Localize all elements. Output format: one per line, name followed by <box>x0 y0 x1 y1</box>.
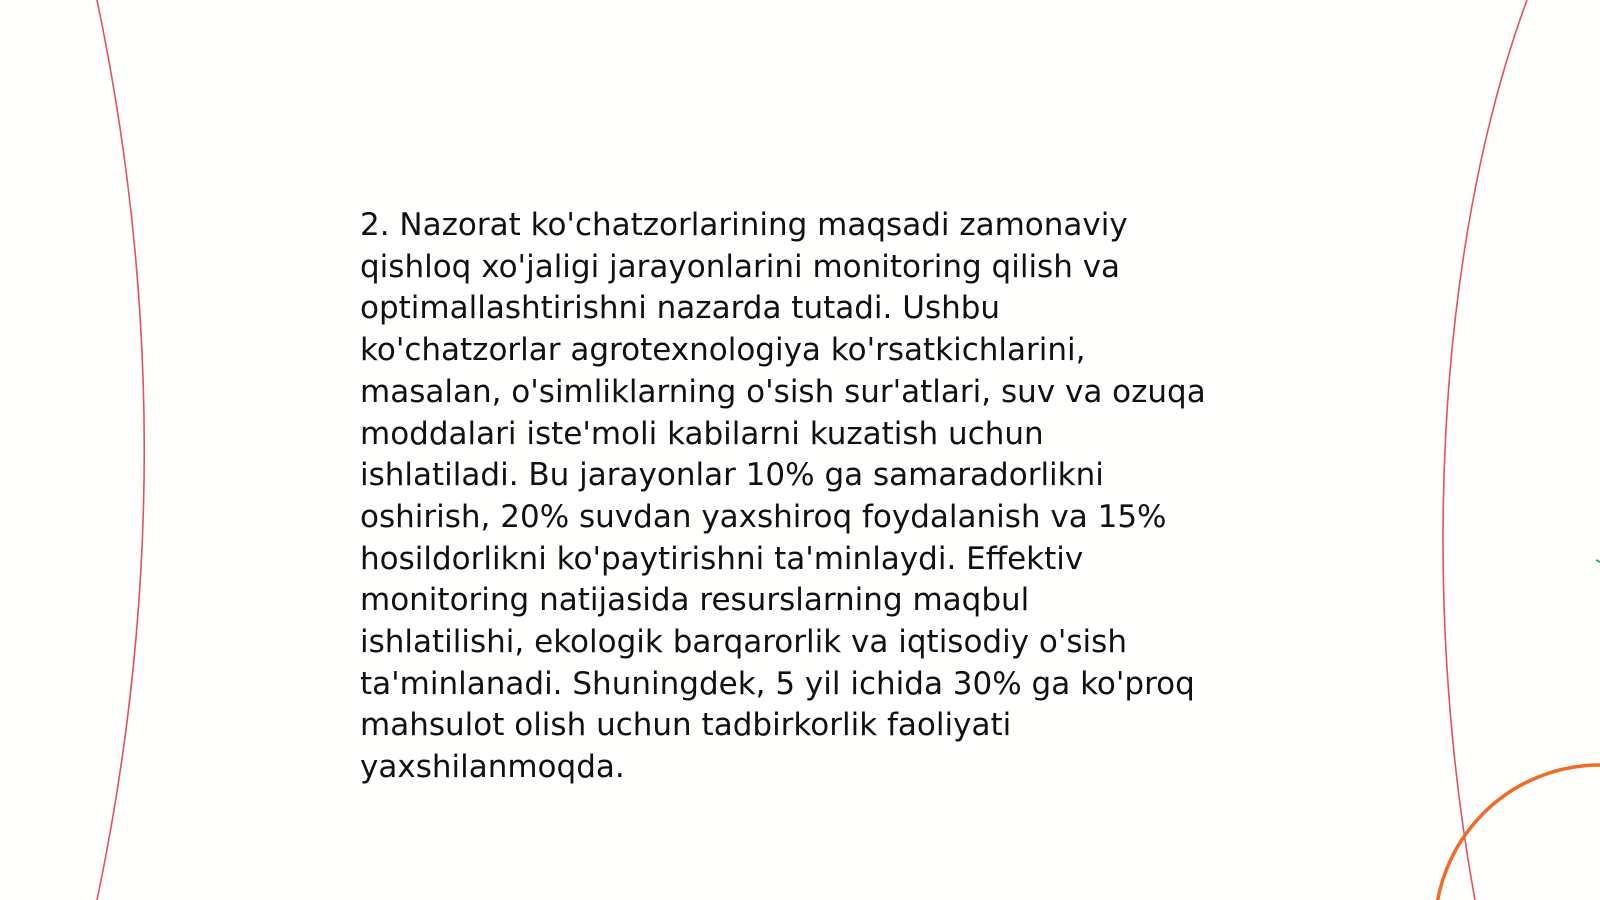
orange-circle-arc <box>1435 765 1600 900</box>
left-curve-line <box>97 0 144 900</box>
small-green-mark <box>1596 560 1600 562</box>
right-curve-line <box>1443 0 1527 900</box>
body-paragraph: 2. Nazorat ko'chatzorlarining maqsadi zamonaviy qishloq xo'jaligi jarayonlarini monitoring qilish va optimallashtirishni nazarda tutadi. Ushbu ko'chatzorlar agrotexnologiya ko'rsatkichlarini, masalan, o'simliklarning o'sish sur'atlari, suv va ozuqa moddalari iste'moli kabilarni kuzatish uchun ishlatiladi. Bu jarayonlar 10% ga samaradorlikni oshirish, 20% suvdan yaxshiroq foydalanish va 15% hosildorlikni ko'paytirishni ta'minlaydi. Effektiv monitoring natijasida resurslarning maqbul ishlatilishi, ekologik barqarorlik va iqtisodiy o'sish ta'minlanadi. Shuningdek, 5 yil ichida 30% ga ko'proq mahsulot olish uchun tadbirkorlik faoliyati yaxshilanmoqda. <box>360 207 1206 786</box>
